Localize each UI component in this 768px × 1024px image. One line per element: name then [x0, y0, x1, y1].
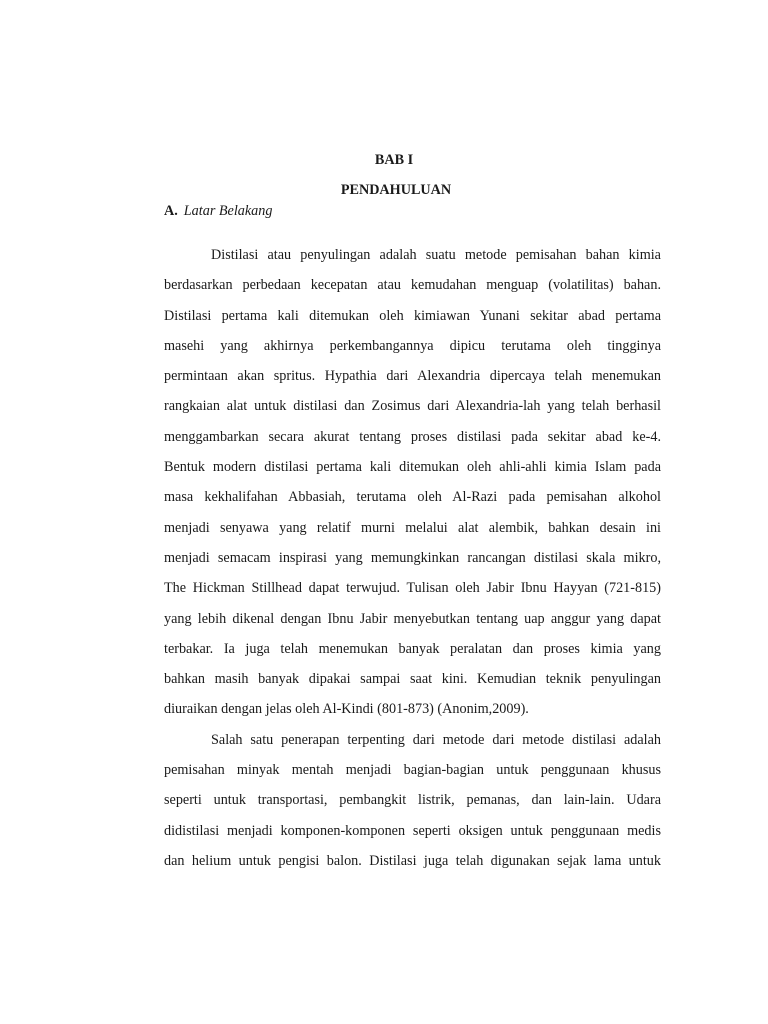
paragraph-1-line: masehi yang akhirnya perkembangannya dipicu terutama oleh tingginya	[164, 337, 661, 354]
paragraph-1-line: berdasarkan perbedaan kecepatan atau kemudahan menguap (volatilitas) bahan.	[164, 277, 661, 294]
body-text	[164, 240, 661, 876]
page-title: PENDAHULUAN	[340, 182, 452, 198]
paragraph-2-line: didistilasi menjadi komponen-komponen seperti oksigen untuk penggunaan medis	[164, 822, 661, 839]
paragraph-2-line: seperti untuk transportasi, pembangkit listrik, pemanas, dan lain-lain. Udara	[164, 792, 661, 809]
paragraph-1-line: menjadi semacam inspirasi yang memungkinkan rancangan distilasi skala mikro,	[164, 549, 661, 566]
paragraph-2-line: dan helium untuk pengisi balon. Distilasi juga telah digunakan sejak lama untuk	[164, 852, 661, 869]
paragraph-1-line: bahkan masih banyak dipakai sampai saat kini. Kemudian teknik penyulingan	[164, 671, 661, 688]
paragraph-2-line: Salah satu penerapan terpenting dari metode dari metode distilasi adalah	[211, 731, 661, 748]
paragraph-2-line: pemisahan minyak mentah menjadi bagian-bagian untuk penggunaan khusus	[164, 762, 661, 779]
paragraph-1-line: yang lebih dikenal dengan Ibnu Jabir menyebutkan tentang uap anggur yang dapat	[164, 610, 661, 627]
paragraph-1-line: permintaan akan spritus. Hypathia dari Alexandria dipercaya telah menemukan	[164, 368, 661, 385]
paragraph-1-line: terbakar. Ia juga telah menemukan banyak peralatan dan proses kimia yang	[164, 640, 661, 657]
section-heading	[164, 202, 272, 220]
paragraph-1-line: menggambarkan secara akurat tentang proses distilasi pada sekitar abad ke-4.	[164, 428, 661, 445]
paragraph-1-line: diuraikan dengan jelas oleh Al-Kindi (801-873) (Anonim,2009).	[164, 701, 529, 718]
section-title: Latar Belakang	[183, 203, 273, 219]
paragraph-1-line: rangkaian alat untuk distilasi dan Zosimus dari Alexandria-lah yang telah berhasil	[164, 398, 661, 415]
paragraph-1-line: Distilasi pertama kali ditemukan oleh kimiawan Yunani sekitar abad pertama	[164, 307, 661, 324]
paragraph-1-line: menjadi senyawa yang relatif murni melalui alat alembik, bahkan desain ini	[164, 519, 661, 536]
chapter-heading: BAB I	[374, 152, 414, 168]
paragraph-1-line: masa kekhalifahan Abbasiah, terutama oleh Al-Razi pada pemisahan alkohol	[164, 489, 661, 506]
paragraph-1-line: Distilasi atau penyulingan adalah suatu metode pemisahan bahan kimia	[211, 247, 661, 263]
section-letter: A.	[164, 203, 178, 219]
paragraph-1-line: The Hickman Stillhead dapat terwujud. Tulisan oleh Jabir Ibnu Hayyan (721-815)	[164, 580, 661, 597]
paragraph-1-line: Bentuk modern distilasi pertama kali ditemukan oleh ahli-ahli kimia Islam pada	[164, 459, 661, 476]
